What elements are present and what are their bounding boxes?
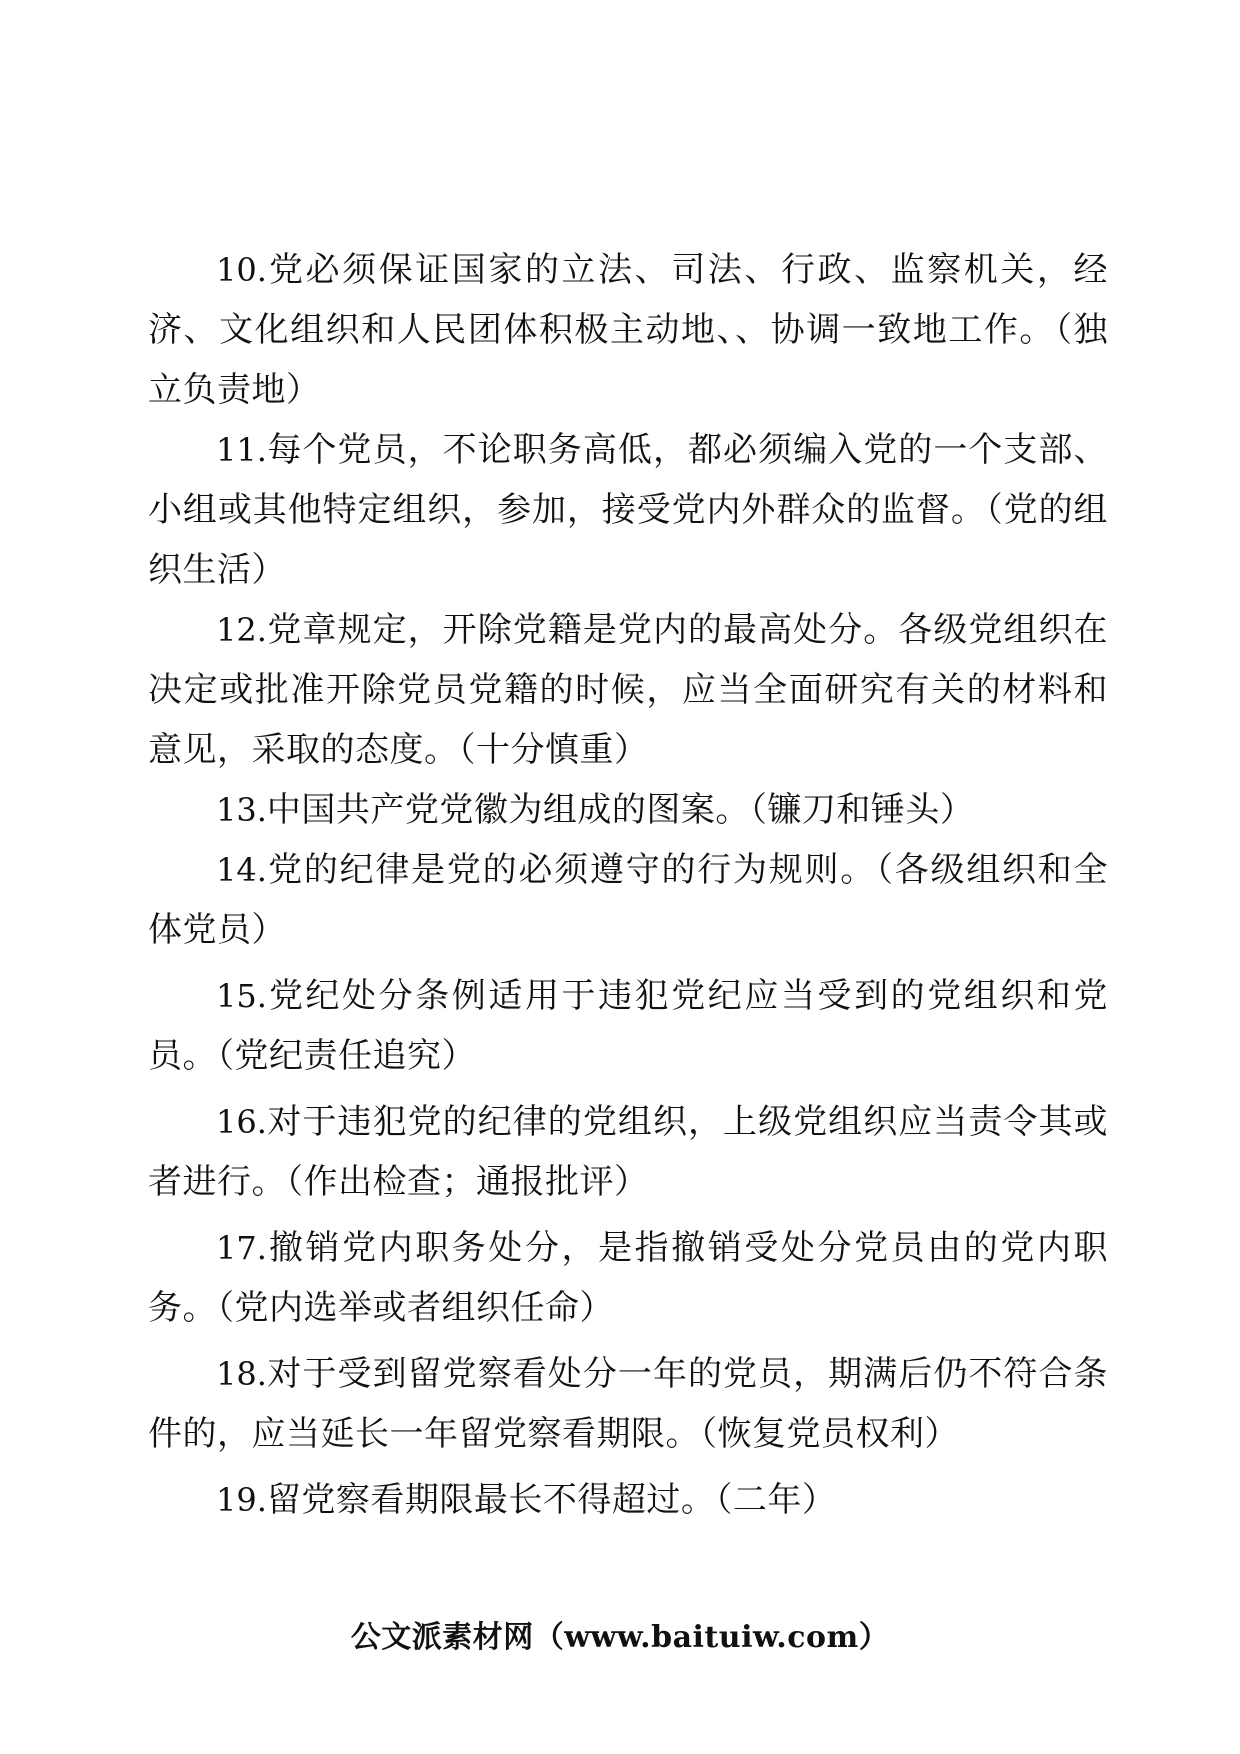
question-number: 17. [216, 1229, 267, 1267]
question-text: 对于受到留党察看处分一年的党员，期满后仍不符合条件的，应当延长一年留党察看期限。（恢复党员权利） [148, 1354, 1108, 1454]
question-number: 12. [216, 611, 267, 649]
question-text: 撤销党内职务处分，是指撤销受处分党员由的党内职务。（党内选举或者组织任命） [148, 1228, 1108, 1328]
question-text: 党纪处分条例适用于违犯党纪应当受到的党组织和党员。（党纪责任追究） [148, 976, 1108, 1076]
question-number: 13. [216, 791, 267, 829]
question-item-12 [148, 600, 1108, 780]
question-item-13 [148, 780, 1108, 840]
question-text: 中国共产党党徽为组成的图案。（镰刀和锤头） [266, 790, 975, 830]
question-item-14 [148, 840, 1108, 960]
question-number: 10. [216, 251, 267, 289]
question-text: 党章规定，开除党籍是党内的最高处分。各级党组织在决定或批准开除党员党籍的时候，应当全面研究有关的材料和意见，采取的态度。（十分慎重） [148, 610, 1108, 770]
question-number: 15. [216, 977, 267, 1015]
question-number: 18. [216, 1355, 267, 1393]
question-item-15 [148, 966, 1108, 1086]
question-text: 党必须保证国家的立法、司法、行政、监察机关，经济、文化组织和人民团体积极主动地、、协调一致地工作。（独立负责地） [148, 250, 1108, 410]
question-item-18 [148, 1344, 1108, 1464]
question-text: 每个党员，不论职务高低，都必须编入党的一个支部、小组或其他特定组织，参加，接受党内外群众的监督。（党的组织生活） [148, 430, 1108, 590]
question-number: 19. [216, 1481, 267, 1519]
question-item-11 [148, 420, 1108, 600]
question-item-19 [148, 1470, 1108, 1530]
question-number: 11. [216, 431, 267, 469]
page-footer: 公文派素材网（www.baituiw.com） [350, 1620, 890, 1655]
question-number: 14. [216, 851, 267, 889]
question-number: 16. [216, 1103, 267, 1141]
question-text: 留党察看期限最长不得超过。（二年） [266, 1480, 837, 1520]
question-item-17 [148, 1218, 1108, 1338]
question-text: 对于违犯党的纪律的党组织，上级党组织应当责令其或者进行。（作出检查；通报批评） [148, 1102, 1108, 1202]
question-list [148, 240, 1108, 1530]
question-text: 党的纪律是党的必须遵守的行为规则。（各级组织和全体党员） [148, 850, 1108, 950]
question-item-10 [148, 240, 1108, 420]
question-item-16 [148, 1092, 1108, 1212]
